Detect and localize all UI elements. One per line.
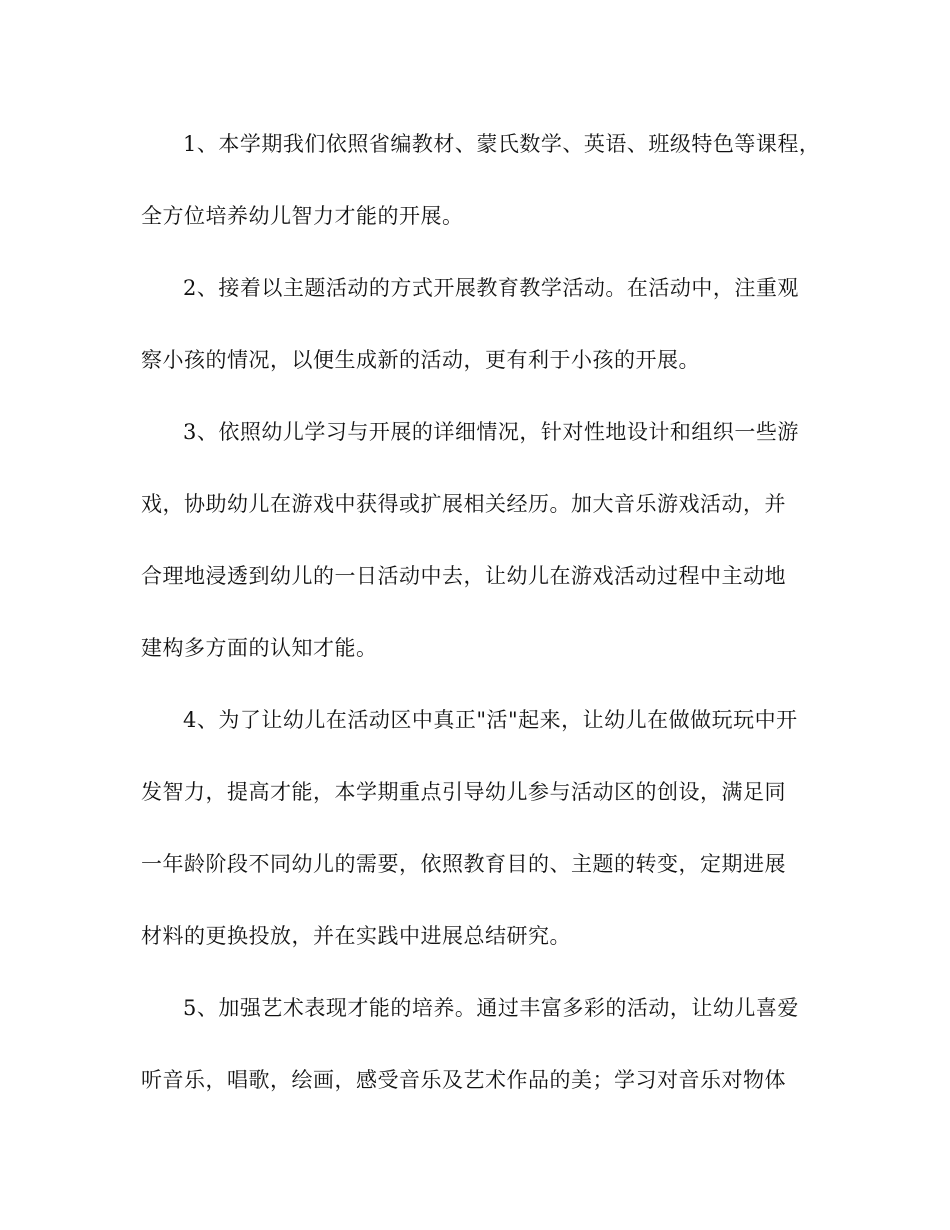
paragraph-3-line-4: 建构多方面的认知才能。	[141, 636, 378, 660]
paragraph-5-line-2: 听音乐，唱歌，绘画，感受音乐及艺术作品的美；学习对音乐对物体	[141, 1068, 786, 1092]
paragraph-2-line-1: 2、接着以主题活动的方式开展教育教学活动。在活动中，注重观	[183, 276, 799, 300]
paragraph-4-line-1: 4、为了让幼儿在活动区中真正"活"起来，让幼儿在做做玩玩中开	[183, 708, 798, 732]
paragraph-1-line-1: 1、本学期我们依照省编教材、蒙氏数学、英语、班级特色等课程，	[183, 132, 821, 156]
paragraph-1-line-2: 全方位培养幼儿智力才能的开展。	[141, 204, 464, 228]
paragraph-3-line-2: 戏，协助幼儿在游戏中获得或扩展相关经历。加大音乐游戏活动，并	[141, 492, 786, 516]
paragraph-4-line-4: 材料的更换投放，并在实践中进展总结研究。	[141, 924, 571, 948]
paragraph-5-line-1: 5、加强艺术表现才能的培养。通过丰富多彩的活动，让幼儿喜爱	[183, 996, 799, 1020]
paragraph-4-line-2: 发智力，提高才能，本学期重点引导幼儿参与活动区的创设，满足同	[141, 780, 786, 804]
paragraph-2-line-2: 察小孩的情况，以便生成新的活动，更有利于小孩的开展。	[141, 348, 700, 372]
document-body	[141, 120, 821, 1128]
paragraph-4-line-3: 一年龄阶段不同幼儿的需要，依照教育目的、主题的转变，定期进展	[141, 852, 786, 876]
paragraph-3-line-3: 合理地浸透到幼儿的一日活动中去，让幼儿在游戏活动过程中主动地	[141, 564, 786, 588]
paragraph-3-line-1: 3、依照幼儿学习与开展的详细情况，针对性地设计和组织一些游	[183, 420, 799, 444]
